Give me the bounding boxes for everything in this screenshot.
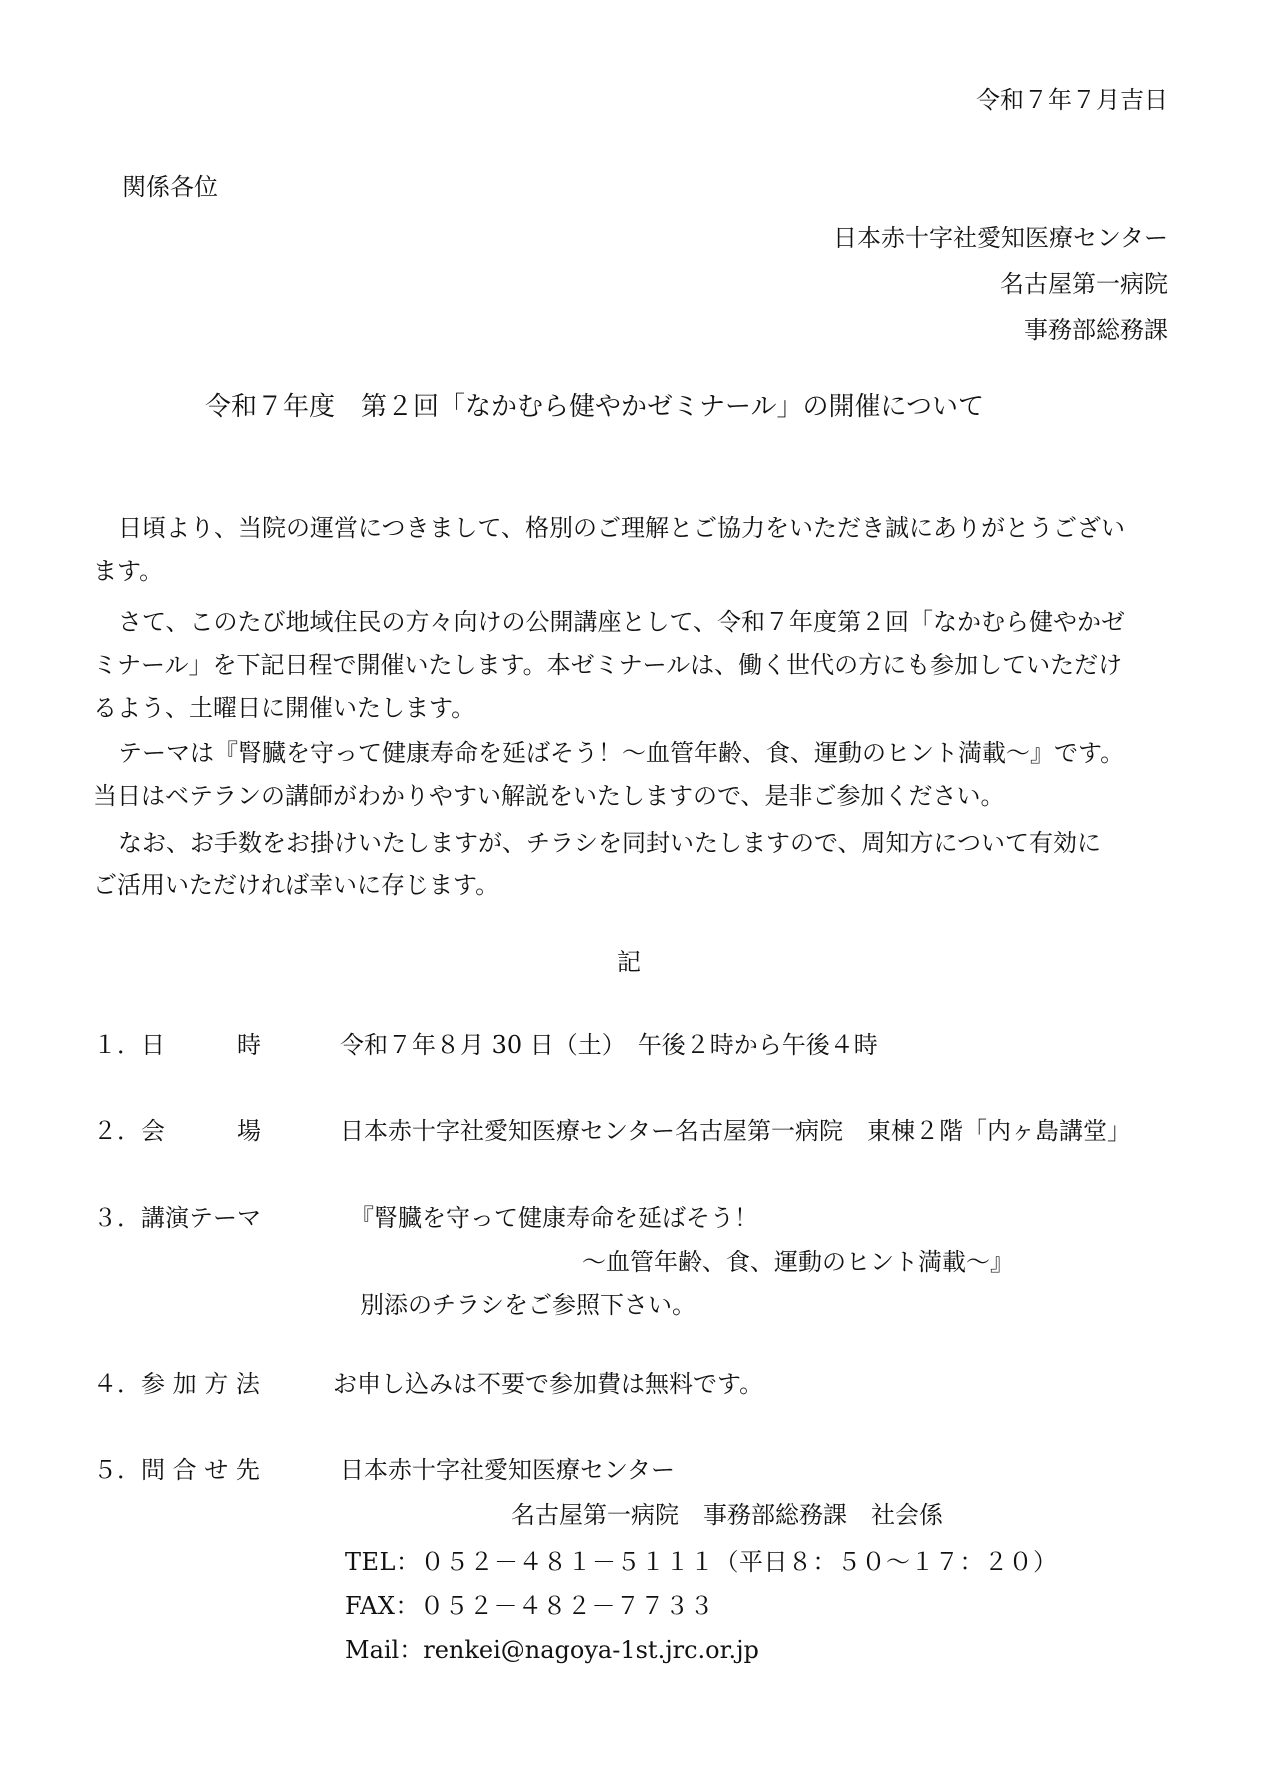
body-line-2: ます。 [93,557,164,585]
document-title: 令和７年度 第２回「なかむら健やかゼミナール」の開催について [205,392,984,422]
item-value-theme-2: ～血管年齢、食、運動のヒント満載～』 [582,1248,1014,1276]
sender-hospital: 名古屋第一病院 [1000,270,1168,298]
body-line-1: 日頃より、当院の運営につきまして、格別のご理解とご協力をいただき誠にありがとうござい [118,514,1126,542]
recipient: 関係各位 [122,173,218,201]
sender-org: 日本赤十字社愛知医療センター [832,224,1168,252]
item-value-datetime: 令和７年８月 30 日（土） 午後２時から午後４時 [340,1031,878,1059]
contact-tel: TEL：０５２－４８１－５１１１（平日８：５０～１７：２０） [345,1548,1058,1576]
body-line-5: るよう、土曜日に開催いたします。 [93,694,476,722]
item-value-contact-org: 日本赤十字社愛知医療センター [340,1456,676,1484]
item-value-theme-1: 『腎臓を守って健康寿命を延ばそう！ [350,1204,758,1232]
item-value-venue: 日本赤十字社愛知医療センター名古屋第一病院 東棟２階「内ヶ島講堂」 [340,1117,1132,1145]
item-value-theme-3: 別添のチラシをご参照下さい。 [360,1291,696,1319]
item-label-datetime: １．日 時 [93,1031,261,1059]
item-label-theme: ３．講演テーマ [93,1204,261,1232]
body-line-6: テーマは『腎臓を守って健康寿命を延ばそう！～血管年齢、食、運動のヒント満載～』です。 [118,739,1125,767]
ki-heading: 記 [617,948,641,976]
item-label-participation: ４．参 加 方 法 [93,1370,260,1398]
body-line-4: ミナール」を下記日程で開催いたします。本ゼミナールは、働く世代の方にも参加していただけ [93,651,1123,679]
body-line-8: なお、お手数をお掛けいたしますが、チラシを同封いたしますので、周知方について有効に [118,829,1102,857]
item-label-venue: ２．会 場 [93,1117,261,1145]
body-line-9: ご活用いただければ幸いに存じます。 [93,871,500,899]
body-line-3: さて、このたび地域住民の方々向けの公開講座として、令和７年度第２回「なかむら健やかゼ [118,608,1126,636]
item-value-participation: お申し込みは不要で参加費は無料です。 [333,1370,764,1398]
item-value-contact-dept: 名古屋第一病院 事務部総務課 社会係 [511,1501,943,1529]
contact-mail: Mail：renkei@nagoya-1st.jrc.or.jp [345,1636,759,1664]
sender-dept: 事務部総務課 [1024,316,1168,344]
body-line-7: 当日はベテランの講師がわかりやすい解説をいたしますので、是非ご参加ください。 [93,782,1005,810]
contact-fax: FAX：０５２－４８２－７７３３ [345,1592,714,1620]
issue-date: 令和７年７月吉日 [976,86,1168,114]
item-label-contact: ５．問 合 せ 先 [93,1456,260,1484]
